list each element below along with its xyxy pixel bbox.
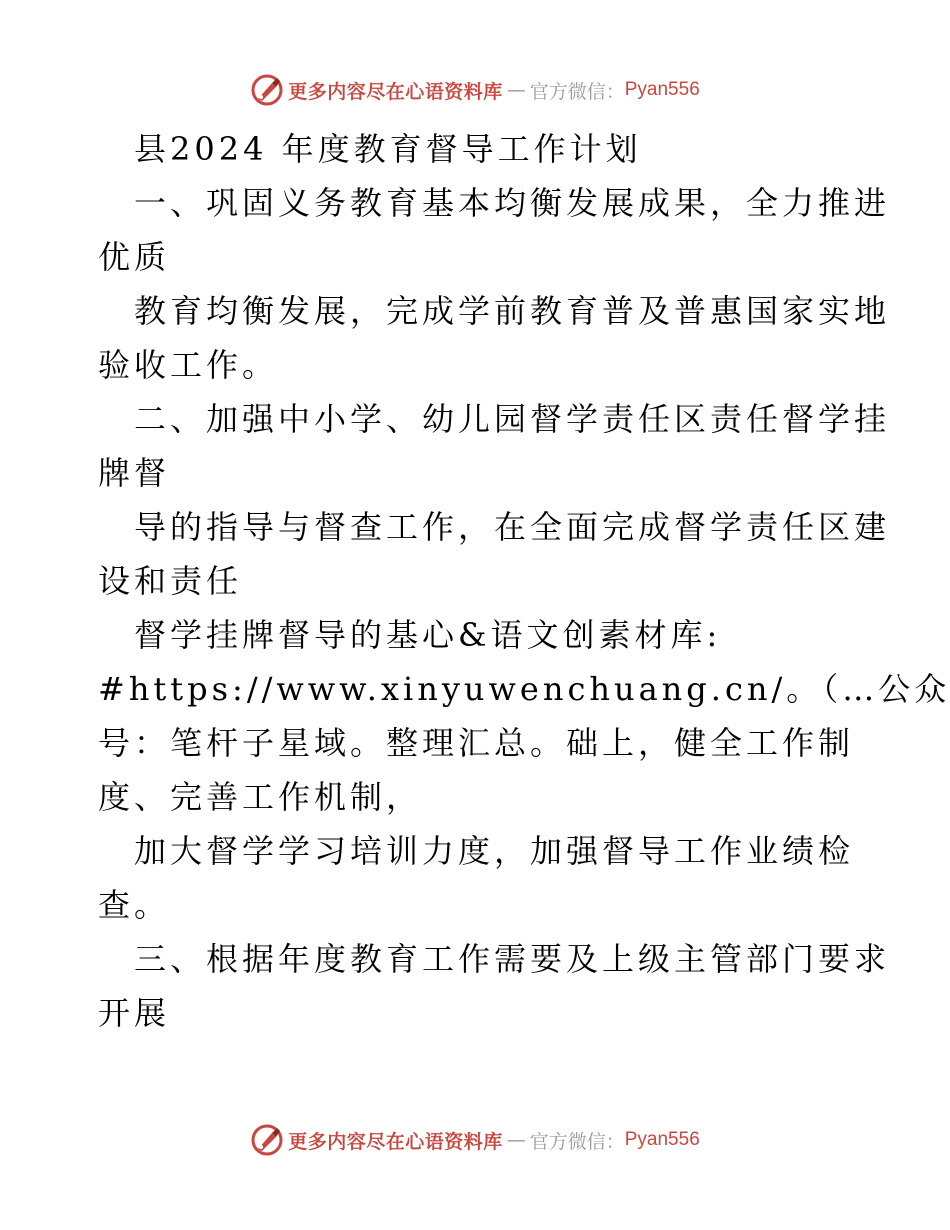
banner-wechat-id: Pyan556 bbox=[624, 79, 700, 100]
document-title: 县2024 年度教育督导工作计划 bbox=[134, 130, 642, 168]
header-banner bbox=[0, 70, 950, 110]
paragraph-line: 三、根据年度教育工作需要及上级主管部门要求 bbox=[134, 940, 891, 978]
paragraph-line: 一、巩固义务教育基本均衡发展成果，全力推进 bbox=[134, 184, 891, 222]
document-body bbox=[98, 122, 950, 1040]
paragraph-line: 号：笔杆子星域。整理汇总。础上，健全工作制 bbox=[98, 724, 855, 762]
paragraph-line: 查。 bbox=[98, 886, 171, 924]
paragraph-line: 优质 bbox=[98, 238, 171, 276]
banner-dash: — bbox=[506, 79, 526, 101]
paragraph-line: 设和责任 bbox=[98, 562, 243, 600]
banner-dash: — bbox=[506, 1129, 526, 1151]
paragraph-line: 教育均衡发展，完成学前教育普及普惠国家实地 bbox=[134, 292, 891, 330]
paragraph-line: 开展 bbox=[98, 994, 171, 1032]
paragraph-line: 导的指导与督查工作，在全面完成督学责任区建 bbox=[134, 508, 891, 546]
paragraph-line: 督学挂牌督导的基心&语文创素材库: bbox=[134, 616, 722, 654]
banner-wechat-id: Pyan556 bbox=[624, 1129, 700, 1150]
footer-banner bbox=[0, 1120, 950, 1160]
paragraph-line: 加大督学学习培训力度，加强督导工作业绩检 bbox=[134, 832, 855, 870]
banner-wechat-label: 官方微信： bbox=[529, 1130, 625, 1153]
banner-wechat-label: 官方微信： bbox=[529, 80, 625, 103]
url-line: #https://www.xinyuwenchuang.cn/。（…公众 bbox=[98, 670, 950, 708]
pen-logo-icon bbox=[250, 73, 284, 107]
paragraph-line: 牌督 bbox=[98, 454, 171, 492]
paragraph-line: 验收工作。 bbox=[98, 346, 279, 384]
pen-logo-icon bbox=[250, 1123, 284, 1157]
paragraph-line: 二、加强中小学、幼儿园督学责任区责任督学挂 bbox=[134, 400, 891, 438]
paragraph-line: 度、完善工作机制， bbox=[98, 778, 423, 816]
banner-text: 更多内容尽在心语资料库 bbox=[288, 80, 503, 103]
banner-text: 更多内容尽在心语资料库 bbox=[288, 1130, 503, 1153]
